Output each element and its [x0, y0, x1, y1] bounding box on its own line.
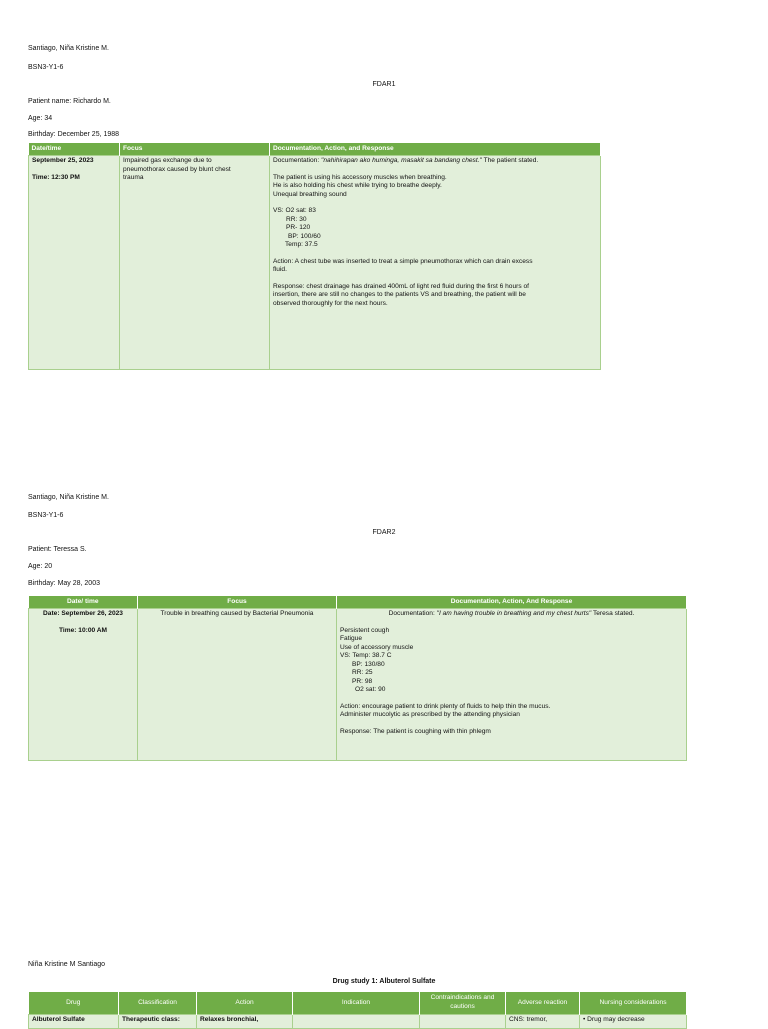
response-line: observed thoroughly for the next hours.: [273, 299, 388, 307]
drug-study-table: [28, 992, 687, 1029]
table-header-row: [29, 992, 687, 1014]
observation-line: Fatigue: [340, 635, 362, 642]
observation-line: Use of accessory muscle: [340, 643, 414, 651]
vital-sign: PR- 120: [286, 224, 311, 231]
vital-sign: O2 sat: 90: [355, 686, 386, 693]
fdar1-title: FDAR1: [372, 81, 396, 88]
response-line: Response: chest drainage has drained 400mL of light red fluid during the first 6 hours of: [273, 282, 529, 290]
vital-sign: Temp: 37.5: [285, 241, 318, 248]
datetime-cell: [29, 609, 138, 761]
response-line: insertion, there are still no changes to the patients VS and breathing, the patient will be: [273, 291, 526, 298]
documentation-text: Documentation: "I am having trouble in breathing and my chest hurts" Teresa stated.: [388, 610, 635, 617]
table-row: [29, 156, 601, 370]
student-section: BSN3-Y1-6: [28, 64, 64, 71]
vital-sign: VS: Temp: 38.7 C: [340, 652, 392, 659]
adverse-reaction-cell: CNS: tremor,: [506, 1014, 580, 1028]
datetime-cell: [29, 156, 120, 370]
header-focus: Focus: [138, 596, 337, 609]
entry-time: Time: 10:00 AM: [58, 626, 107, 634]
observation-line: Unequal breathing sound: [273, 190, 347, 198]
header-drug: Drug: [29, 992, 119, 1014]
vital-sign: VS: O2 sat: 83: [273, 207, 316, 214]
fdar1-table: [28, 143, 601, 370]
indication-cell: [293, 1014, 420, 1028]
documentation-text: Documentation: "nahihirapan ako huminga, masakit sa bandang chest." The patient stated.: [273, 157, 539, 164]
header-dar: Documentation, Action, and Response: [270, 143, 601, 156]
student-section: BSN3-Y1-6: [28, 512, 64, 519]
patient-age: Age: 20: [28, 563, 53, 570]
entry-date: Date: September 26, 2023: [43, 610, 123, 617]
header-action: Action: [197, 992, 293, 1014]
classification-cell: Therapeutic class:: [119, 1014, 197, 1028]
fdar2-title: FDAR2: [372, 529, 396, 536]
patient-birthday: Birthday: May 28, 2003: [28, 580, 100, 587]
dar-cell: [337, 609, 687, 761]
patient-name: Patient name: Richardo M.: [28, 98, 111, 105]
table-header-row: [29, 596, 687, 609]
action-line: Administer mucolytic as prescribed by the attending physician: [340, 711, 520, 718]
observation-line: Persistent cough: [340, 626, 390, 634]
table-header-row: [29, 143, 601, 156]
vital-sign: BP: 100/60: [288, 232, 321, 240]
observation-line: The patient is using his accessory muscles when breathing.: [273, 173, 447, 181]
header-focus: Focus: [120, 143, 270, 156]
vital-sign: RR: 30: [286, 215, 307, 223]
focus-cell: [120, 156, 270, 370]
header-classification: Classification: [119, 992, 197, 1014]
drug-name-cell: Albuterol Sulfate: [29, 1014, 119, 1028]
header-dar: Documentation, Action, And Response: [337, 596, 687, 609]
action-cell: Relaxes bronchial,: [197, 1014, 293, 1028]
patient-name: Patient: Teressa S.: [28, 546, 87, 553]
header-datetime: Date/time: [29, 143, 120, 156]
vital-sign: PR: 98: [352, 677, 373, 685]
action-line: Action: encourage patient to drink plenty of fluids to help thin the mucus.: [340, 702, 551, 710]
entry-date: September 25, 2023: [32, 157, 94, 164]
header-contraindications: Contraindications and cautions: [420, 992, 506, 1014]
action-line: Action: A chest tube was inserted to treat a simple pneumothorax which can drain excess: [273, 257, 533, 265]
entry-time: Time: 12:30 PM: [32, 173, 80, 181]
observation-line: He is also holding his chest while trying to breathe deeply.: [273, 182, 442, 189]
student-name: Santiago, Niña Kristine M.: [28, 45, 109, 52]
vital-sign: RR: 25: [352, 669, 373, 676]
focus-line: trauma: [123, 174, 144, 181]
focus-cell: [138, 609, 337, 761]
student-name: Niña Kristine M Santiago: [28, 961, 106, 968]
nursing-considerations-cell: • Drug may decrease: [580, 1014, 687, 1028]
table-row: [29, 609, 687, 761]
response-line: Response: The patient is coughing with thin phlegm: [340, 727, 491, 735]
header-indication: Indication: [293, 992, 420, 1014]
table-row: [29, 1014, 687, 1028]
action-line: fluid.: [273, 266, 287, 273]
header-datetime: Date/ time: [29, 596, 138, 609]
dar-cell: [270, 156, 601, 370]
header-nursing-considerations: Nursing considerations: [580, 992, 687, 1014]
fdar2-table: [28, 596, 687, 761]
patient-birthday: Birthday: December 25, 1988: [28, 131, 120, 138]
focus-line: Impaired gas exchange due to: [123, 157, 212, 164]
vital-sign: BP: 130/80: [352, 660, 385, 668]
patient-quote: "nahihirapan ako huminga, masakit sa bandang chest.": [321, 157, 482, 164]
focus-line: Trouble in breathing caused by Bacterial Pneumonia: [160, 610, 314, 617]
student-name: Santiago, Niña Kristine M.: [28, 494, 109, 501]
contraindications-cell: [420, 1014, 506, 1028]
patient-age: Age: 34: [28, 115, 53, 122]
drug-study-title: Drug study 1: Albuterol Sulfate: [332, 978, 436, 985]
focus-line: pneumothorax caused by blunt chest: [123, 165, 231, 173]
patient-quote: "I am having trouble in breathing and my chest hurts": [436, 610, 592, 617]
header-adverse-reaction: Adverse reaction: [506, 992, 580, 1014]
